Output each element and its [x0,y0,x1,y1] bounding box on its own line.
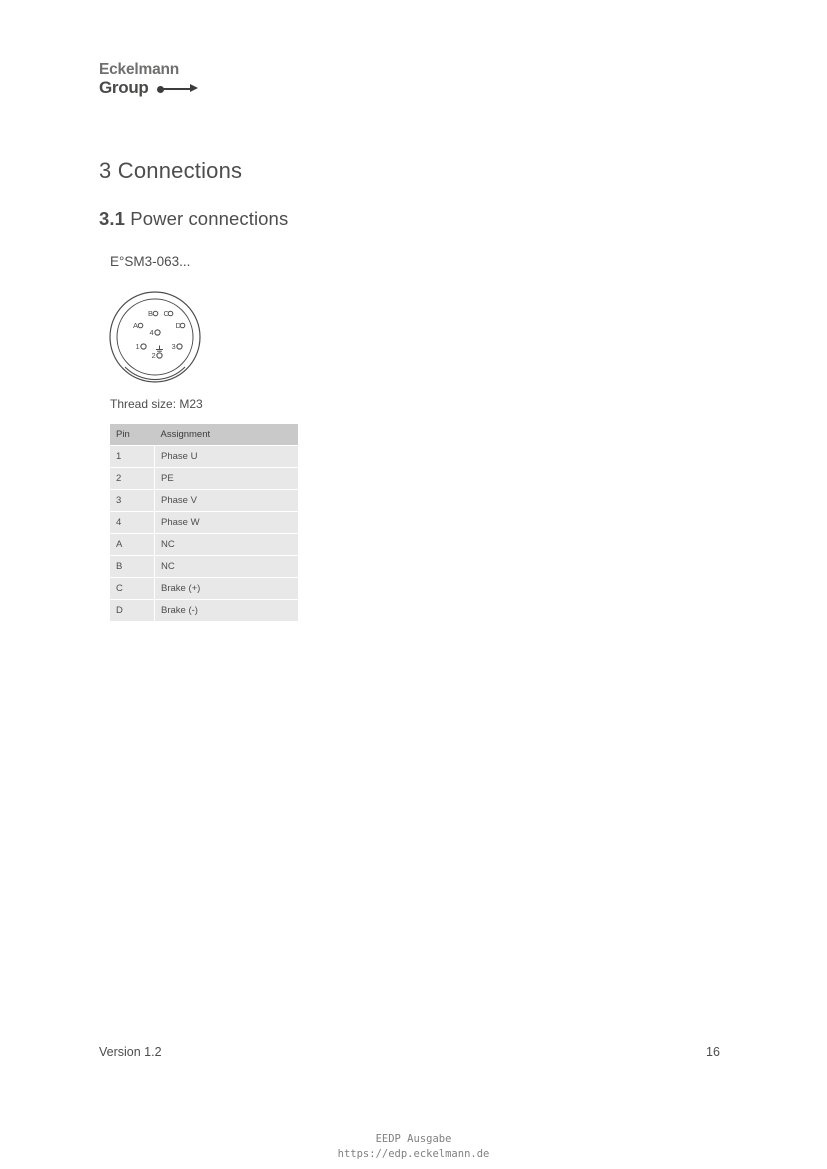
arrow-right-icon [157,82,199,94]
cell-assignment: Brake (-) [155,600,299,622]
table-header-row [110,424,298,446]
table-row [110,534,298,556]
watermark [0,1132,827,1162]
m23-connector-diagram [109,291,201,383]
cell-assignment: Brake (+) [155,578,299,600]
cell-assignment: NC [155,556,299,578]
logo-row-group [99,79,199,97]
cell-assignment: PE [155,468,299,490]
table-header-assignment: Assignment [155,424,299,446]
svg-text:1: 1 [135,342,140,351]
cell-pin: 4 [110,512,155,534]
table-row [110,446,298,468]
svg-text:4: 4 [149,328,154,337]
svg-text:D: D [175,321,181,330]
cell-pin: 2 [110,468,155,490]
svg-text:B: B [148,309,154,318]
table-header [110,424,298,446]
cell-pin: C [110,578,155,600]
table-body [110,446,298,622]
eckelmann-group-logo [99,62,199,97]
svg-text:2: 2 [151,351,156,360]
watermark-line-1: EEDP Ausgabe [375,1133,452,1145]
table-row [110,556,298,578]
section-title: Power connections [130,208,289,229]
chapter-heading: 3 Connections [99,158,243,183]
table-row [110,468,298,490]
table-row [110,490,298,512]
pin-assignment-table [110,424,298,622]
section-heading [99,208,288,230]
section-number: 3.1 [99,208,126,229]
svg-text:C: C [163,309,169,318]
cell-assignment: Phase U [155,446,299,468]
cell-pin: B [110,556,155,578]
svg-text:A: A [133,321,139,330]
table-row [110,600,298,622]
cell-pin: D [110,600,155,622]
cell-assignment: NC [155,534,299,556]
footer-version: Version 1.2 [99,1045,162,1059]
table-row [110,578,298,600]
cell-pin: 3 [110,490,155,512]
cell-pin: A [110,534,155,556]
table-row [110,512,298,534]
thread-size-note: Thread size: M23 [110,397,203,411]
logo-text-group: Group [99,78,149,98]
footer-page-number: 16 [706,1045,720,1059]
cell-assignment: Phase W [155,512,299,534]
cell-assignment: Phase V [155,490,299,512]
logo-text-eckelmann: Eckelmann [99,61,180,78]
model-designation: E°SM3-063... [110,254,191,269]
watermark-line-2: https://edp.eckelmann.de [337,1148,490,1161]
table-header-pin: Pin [110,424,155,446]
svg-text:3: 3 [171,342,176,351]
cell-pin: 1 [110,446,155,468]
